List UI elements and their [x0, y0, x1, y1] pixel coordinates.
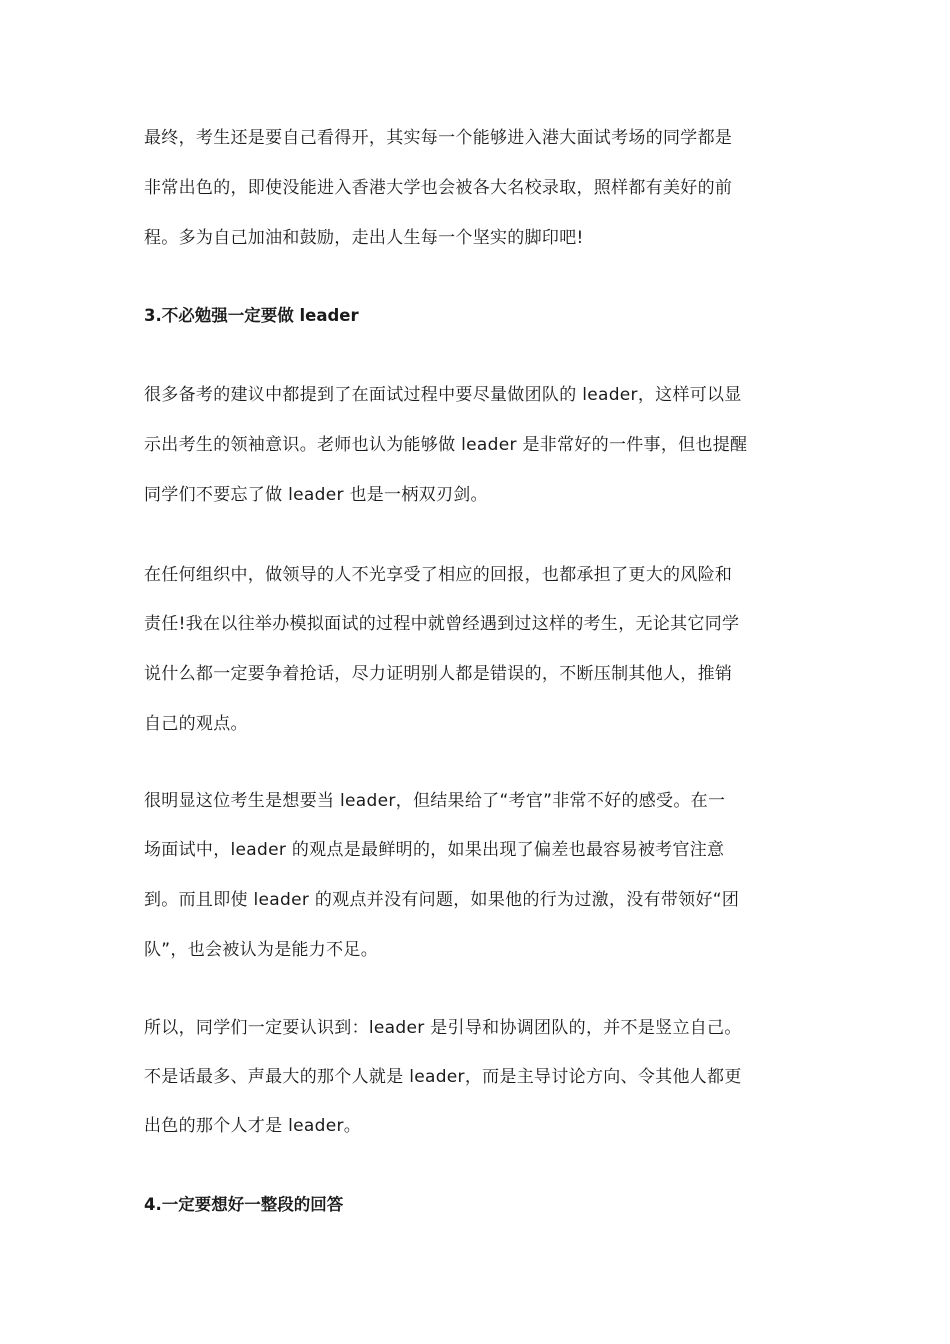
text-line: 责任!我在以往举办模拟面试的过程中就曾经遇到过这样的考生，无论其它同学 — [144, 614, 740, 634]
text-line: 同学们不要忘了做 leader 也是一柄双刃剑。 — [144, 485, 488, 505]
text-line: 程。多为自己加油和鼓励，走出人生每一个坚实的脚印吧! — [144, 228, 584, 248]
text-line: 队”，也会被认为是能力不足。 — [144, 940, 379, 960]
section-heading-4: 4.一定要想好一整段的回答 — [144, 1195, 344, 1214]
text-line: 自己的观点。 — [144, 714, 248, 734]
text-line: 最终，考生还是要自己看得开，其实每一个能够进入港大面试考场的同学都是 — [144, 128, 733, 148]
section-heading-3: 3.不必勉强一定要做 leader — [144, 306, 359, 325]
text-line: 很明显这位考生是想要当 leader，但结果给了“考官”非常不好的感受。在一 — [144, 791, 726, 811]
text-line: 非常出色的，即使没能进入香港大学也会被各大名校录取，照样都有美好的前 — [144, 178, 733, 198]
text-line: 不是话最多、声最大的那个人就是 leader，而是主导讨论方向、令其他人都更 — [144, 1067, 742, 1087]
text-line: 很多备考的建议中都提到了在面试过程中要尽量做团队的 leader，这样可以显 — [144, 385, 742, 405]
text-line: 出色的那个人才是 leader。 — [144, 1116, 362, 1136]
text-line: 示出考生的领袖意识。老师也认为能够做 leader 是非常好的一件事，但也提醒 — [144, 435, 748, 455]
text-line: 所以，同学们一定要认识到：leader 是引导和协调团队的，并不是竖立自己。 — [144, 1018, 742, 1038]
text-line: 在任何组织中，做领导的人不光享受了相应的回报，也都承担了更大的风险和 — [144, 565, 733, 585]
text-line: 到。而且即使 leader 的观点并没有问题，如果他的行为过激，没有带领好“团 — [144, 890, 740, 910]
text-line: 场面试中，leader 的观点是最鲜明的，如果出现了偏差也最容易被考官注意 — [144, 840, 725, 860]
text-line: 说什么都一定要争着抢话，尽力证明别人都是错误的，不断压制其他人，推销 — [144, 664, 733, 684]
